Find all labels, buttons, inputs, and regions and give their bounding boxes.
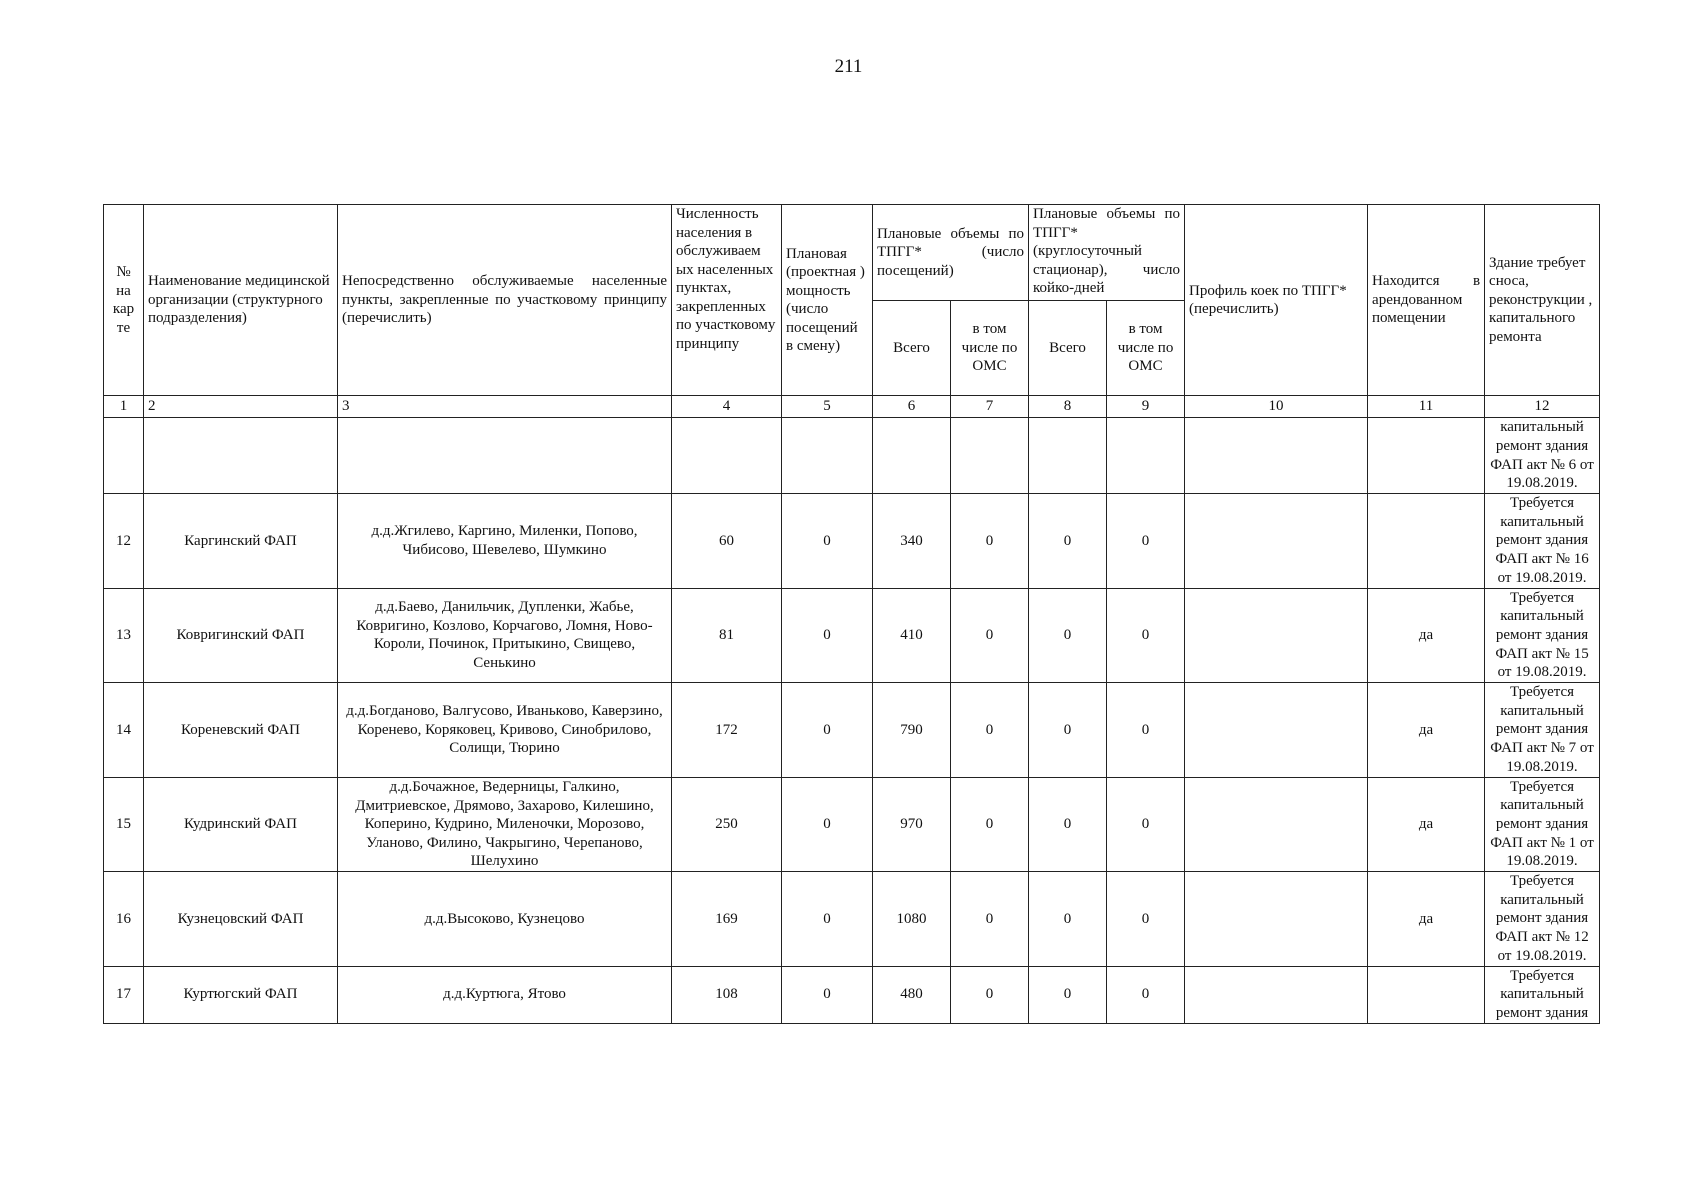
header-visits-total: Всего xyxy=(873,301,951,396)
column-number: 2 xyxy=(144,396,338,418)
header-col-number: № на кар те xyxy=(104,205,144,396)
column-number: 3 xyxy=(338,396,672,418)
continuation-row xyxy=(104,418,1600,494)
settlements: д.д.Богданово, Валгусово, Иваньково, Каверзино, Коренево, Коряковец, Кривово, Синобрилово, Солищи, Тюрино xyxy=(338,683,672,778)
visits-total: 480 xyxy=(873,966,951,1023)
header-beds-oms: в том числе по ОМС xyxy=(1107,301,1185,396)
repair-continuation: капитальный ремонт здания ФАП акт № 6 от 19.08.2019. xyxy=(1485,418,1600,494)
facilities-table xyxy=(103,204,1600,1024)
beds-total: 0 xyxy=(1029,494,1107,589)
repair-note: Требуется капитальный ремонт здания ФАП акт № 12 от 19.08.2019. xyxy=(1485,872,1600,967)
repair-note: Требуется капитальный ремонт здания ФАП акт № 1 от 19.08.2019. xyxy=(1485,777,1600,872)
repair-note: Требуется капитальный ремонт здания xyxy=(1485,966,1600,1023)
settlements: д.д.Жгилево, Каргино, Миленки, Попово, Чибисово, Шевелево, Шумкино xyxy=(338,494,672,589)
column-numbers-row xyxy=(104,396,1600,418)
facility-name: Кореневский ФАП xyxy=(144,683,338,778)
population: 169 xyxy=(672,872,782,967)
visits-oms: 0 xyxy=(951,494,1029,589)
row-number: 14 xyxy=(104,683,144,778)
header-col-rented: Находится в арендованном помещении xyxy=(1368,205,1485,396)
rented: да xyxy=(1368,872,1485,967)
visits-oms: 0 xyxy=(951,872,1029,967)
rented xyxy=(1368,966,1485,1023)
table-row xyxy=(104,777,1600,872)
rented: да xyxy=(1368,777,1485,872)
visits-total: 790 xyxy=(873,683,951,778)
visits-total: 340 xyxy=(873,494,951,589)
column-number: 9 xyxy=(1107,396,1185,418)
header-col-name: Наименование медицинской организации (структурного подразделения) xyxy=(144,205,338,396)
population: 60 xyxy=(672,494,782,589)
column-number: 7 xyxy=(951,396,1029,418)
page-number: 211 xyxy=(834,56,863,77)
row-number: 12 xyxy=(104,494,144,589)
header-col-bed-profile: Профиль коек по ТПГГ* (перечислить) xyxy=(1185,205,1368,396)
header-col-capacity: Плановая (проектная ) мощность (число посещений в смену) xyxy=(782,205,873,396)
header-col-beds: Плановые объемы по ТПГГ* (круглосуточный стационар), число койко-дней xyxy=(1029,205,1185,301)
facility-name: Ковригинский ФАП xyxy=(144,588,338,683)
population: 108 xyxy=(672,966,782,1023)
beds-total: 0 xyxy=(1029,588,1107,683)
row-number: 17 xyxy=(104,966,144,1023)
column-number: 1 xyxy=(104,396,144,418)
header-col-repair: Здание требует сноса, реконструкции , капитального ремонта xyxy=(1485,205,1600,396)
capacity: 0 xyxy=(782,494,873,589)
header-col-visits: Плановые объемы по ТПГГ* (число посещений) xyxy=(873,205,1029,301)
row-number: 13 xyxy=(104,588,144,683)
population: 81 xyxy=(672,588,782,683)
settlements: д.д.Высоково, Кузнецово xyxy=(338,872,672,967)
beds-total: 0 xyxy=(1029,872,1107,967)
beds-oms: 0 xyxy=(1107,494,1185,589)
beds-oms: 0 xyxy=(1107,683,1185,778)
table-row xyxy=(104,494,1600,589)
visits-oms: 0 xyxy=(951,683,1029,778)
column-number: 8 xyxy=(1029,396,1107,418)
beds-total: 0 xyxy=(1029,683,1107,778)
visits-oms: 0 xyxy=(951,966,1029,1023)
column-number: 6 xyxy=(873,396,951,418)
visits-oms: 0 xyxy=(951,588,1029,683)
column-number: 11 xyxy=(1368,396,1485,418)
header-beds-total: Всего xyxy=(1029,301,1107,396)
capacity: 0 xyxy=(782,683,873,778)
facility-name: Куртюгский ФАП xyxy=(144,966,338,1023)
bed-profile xyxy=(1185,872,1368,967)
visits-total: 410 xyxy=(873,588,951,683)
facility-name: Кузнецовский ФАП xyxy=(144,872,338,967)
column-number: 5 xyxy=(782,396,873,418)
header-visits-oms: в том числе по ОМС xyxy=(951,301,1029,396)
bed-profile xyxy=(1185,777,1368,872)
capacity: 0 xyxy=(782,588,873,683)
bed-profile xyxy=(1185,683,1368,778)
facility-name: Каргинский ФАП xyxy=(144,494,338,589)
row-number: 15 xyxy=(104,777,144,872)
beds-oms: 0 xyxy=(1107,777,1185,872)
table-row xyxy=(104,683,1600,778)
table-row xyxy=(104,966,1600,1023)
repair-note: Требуется капитальный ремонт здания ФАП акт № 15 от 19.08.2019. xyxy=(1485,588,1600,683)
capacity: 0 xyxy=(782,966,873,1023)
settlements: д.д.Куртюга, Ятово xyxy=(338,966,672,1023)
capacity: 0 xyxy=(782,872,873,967)
capacity: 0 xyxy=(782,777,873,872)
beds-oms: 0 xyxy=(1107,966,1185,1023)
population: 172 xyxy=(672,683,782,778)
column-number: 4 xyxy=(672,396,782,418)
visits-total: 970 xyxy=(873,777,951,872)
beds-total: 0 xyxy=(1029,966,1107,1023)
bed-profile xyxy=(1185,494,1368,589)
visits-oms: 0 xyxy=(951,777,1029,872)
beds-total: 0 xyxy=(1029,777,1107,872)
header-col-population: Численность населения в обслуживаем ых населенных пунктах, закрепленных по участковому принципу xyxy=(672,205,782,396)
repair-note: Требуется капитальный ремонт здания ФАП акт № 7 от 19.08.2019. xyxy=(1485,683,1600,778)
settlements: д.д.Бочажное, Ведерницы, Галкино, Дмитриевское, Дрямово, Захарово, Килешино, Коперино, Кудрино, Миленочки, Морозово, Уланово, Филино, Чакрыгино, Черепаново, Шелухино xyxy=(338,777,672,872)
rented: да xyxy=(1368,683,1485,778)
header-col-settlements: Непосредственно обслуживаемые населенные пункты, закрепленные по участковому принципу (перечислить) xyxy=(338,205,672,396)
table-row xyxy=(104,872,1600,967)
row-number: 16 xyxy=(104,872,144,967)
rented: да xyxy=(1368,588,1485,683)
column-number: 10 xyxy=(1185,396,1368,418)
rented xyxy=(1368,494,1485,589)
settlements: д.д.Баево, Данильчик, Дупленки, Жабье, Ковригино, Козлово, Корчагово, Ломня, Ново-Короли, Починок, Притыкино, Свищево, Сенькино xyxy=(338,588,672,683)
visits-total: 1080 xyxy=(873,872,951,967)
table-row xyxy=(104,588,1600,683)
repair-note: Требуется капитальный ремонт здания ФАП акт № 16 от 19.08.2019. xyxy=(1485,494,1600,589)
column-number: 12 xyxy=(1485,396,1600,418)
bed-profile xyxy=(1185,966,1368,1023)
beds-oms: 0 xyxy=(1107,872,1185,967)
beds-oms: 0 xyxy=(1107,588,1185,683)
population: 250 xyxy=(672,777,782,872)
bed-profile xyxy=(1185,588,1368,683)
facility-name: Кудринский ФАП xyxy=(144,777,338,872)
